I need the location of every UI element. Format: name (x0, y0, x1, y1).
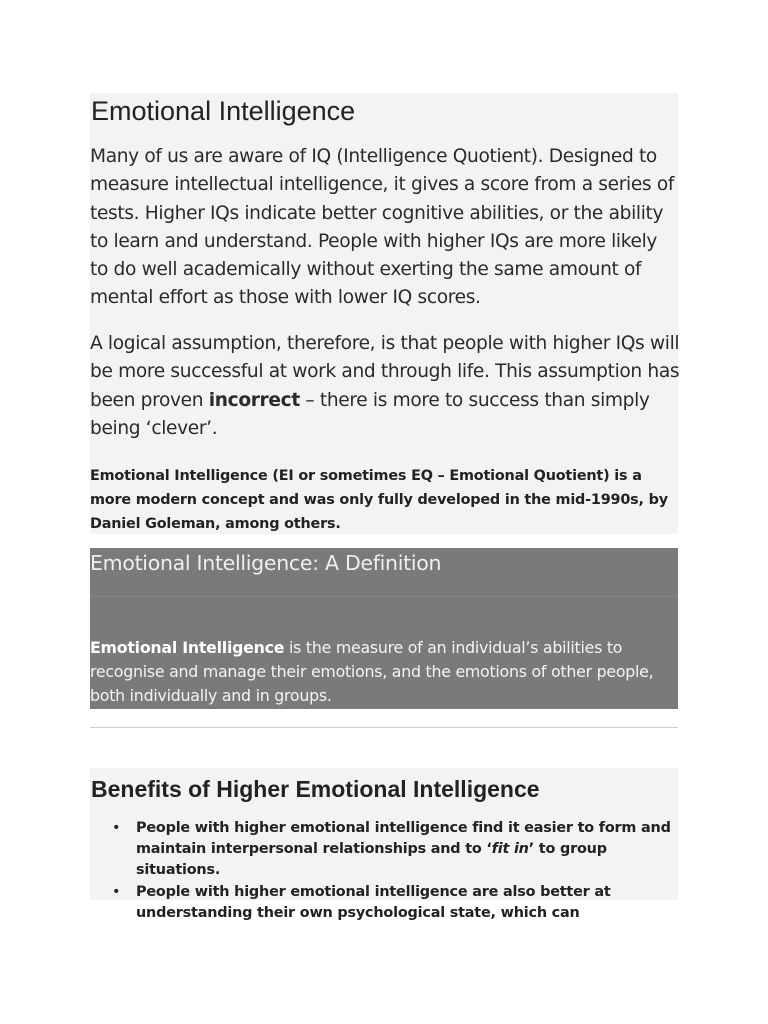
horizontal-rule (90, 727, 678, 728)
fit-in-emphasis: fit in (491, 841, 529, 857)
definition-divider (90, 596, 678, 597)
benefit-text: People with higher emotional intelligence are also better at understanding their own psychological state, which can (136, 884, 611, 921)
intro-paragraph-ei-history: Emotional Intelligence (EI or sometimes EQ – Emotional Quotient) is a more modern concept and was only fully developed in the mid-1990s, by Daniel Goleman, among others. (90, 468, 668, 532)
definition-term: Emotional Intelligence (90, 638, 285, 657)
bullet-icon: • (112, 884, 121, 900)
list-item (112, 818, 676, 881)
definition-heading: Emotional Intelligence: A Definition (90, 551, 442, 575)
assumption-text-end: – there is more to success than simply being ‘clever’. (90, 389, 650, 439)
list-item (112, 882, 676, 924)
intro-paragraph-iq: Many of us are aware of IQ (Intelligence Quotient). Designed to measure intellectual intelligence, it gives a score from a series of tests. Higher IQs indicate better cognitive abilities, or the ability to learn and understand. People with higher IQs are more likely to do well academically without exerting the same amount of mental effort as those with lower IQ scores. (90, 146, 675, 309)
benefit-text: People with higher emotional intelligence find it easier to form and maintain interpersonal relationships and to ‘ (136, 820, 671, 857)
bullet-icon: • (112, 820, 121, 836)
benefit-text-end: ’ to group situations. (136, 841, 607, 878)
definition-text (90, 636, 680, 708)
definition-body: is the measure of an individual’s abilities to recognise and manage their emotions, and the emotions of other people, both individually and in groups. (90, 638, 654, 705)
intro-section (90, 93, 678, 534)
assumption-text: A logical assumption, therefore, is that people with higher IQs will be more successful at work and through life. This assumption has been proven (90, 333, 680, 411)
benefits-heading: Benefits of Higher Emotional Intelligence (91, 776, 540, 802)
incorrect-emphasis: incorrect (208, 389, 300, 411)
definition-section (90, 548, 678, 709)
benefits-section (90, 768, 678, 921)
benefits-list (112, 818, 676, 925)
page-title: Emotional Intelligence (91, 96, 356, 126)
intro-paragraph-assumption (90, 330, 680, 443)
